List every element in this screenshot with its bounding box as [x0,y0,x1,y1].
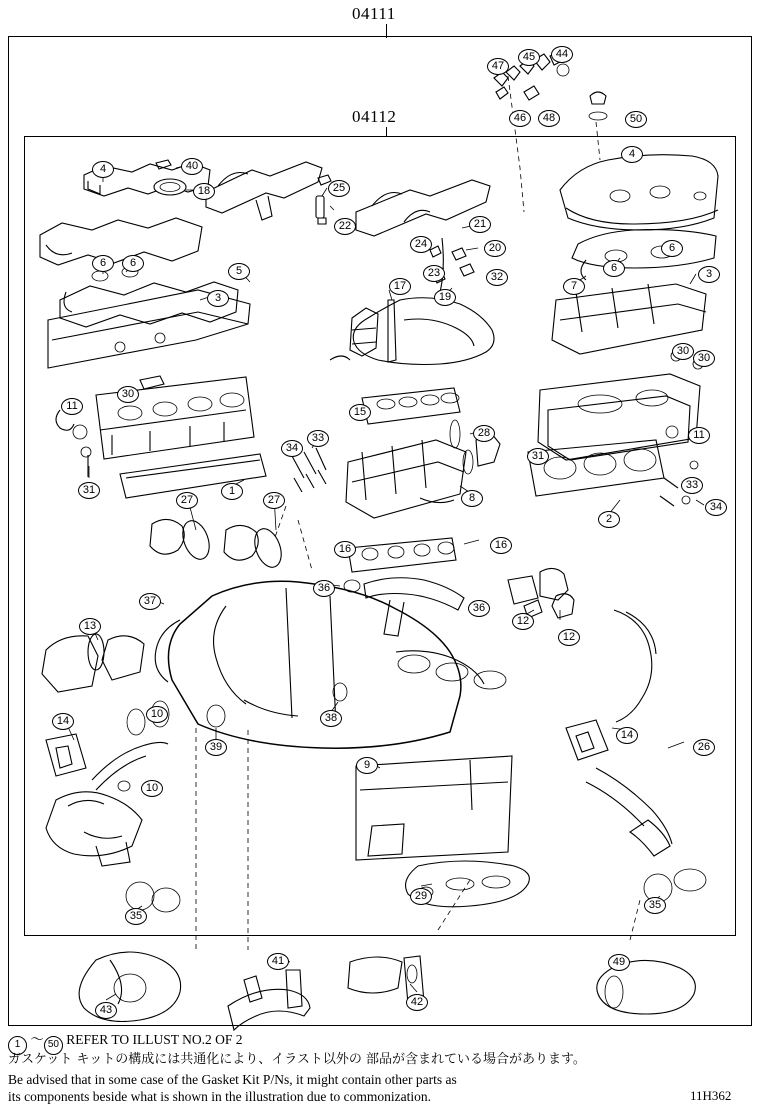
callout-12[interactable]: 12 [558,629,580,646]
callout-26[interactable]: 26 [693,739,715,756]
callout-11[interactable]: 11 [61,398,83,415]
callout-27[interactable]: 27 [263,492,285,509]
callout-21[interactable]: 21 [469,216,491,233]
callout-31[interactable]: 31 [78,482,100,499]
callout-44[interactable]: 44 [551,46,573,63]
callout-33[interactable]: 33 [681,477,703,494]
callout-15[interactable]: 15 [349,404,371,421]
callout-27[interactable]: 27 [176,492,198,509]
callout-35[interactable]: 35 [644,897,666,914]
callout-33[interactable]: 33 [307,430,329,447]
callout-6[interactable]: 6 [122,255,144,272]
callout-range-start: 1 [8,1036,27,1055]
callout-36[interactable]: 36 [313,580,335,597]
callout-34[interactable]: 34 [705,499,727,516]
callout-2[interactable]: 2 [598,511,620,528]
callout-13[interactable]: 13 [79,618,101,635]
callout-31[interactable]: 31 [527,448,549,465]
callout-46[interactable]: 46 [509,110,531,127]
callout-29[interactable]: 29 [410,888,432,905]
part-number-04111: 04111 [352,4,396,23]
callout-42[interactable]: 42 [406,994,428,1011]
callout-23[interactable]: 23 [423,265,445,282]
callout-30[interactable]: 30 [693,350,715,367]
callout-48[interactable]: 48 [538,110,560,127]
callout-4[interactable]: 4 [621,146,643,163]
callout-47[interactable]: 47 [487,58,509,75]
footnote-ref-text: REFER TO ILLUST NO.2 OF 2 [66,1032,243,1047]
callout-43[interactable]: 43 [95,1002,117,1019]
callout-10[interactable]: 10 [146,706,168,723]
callout-30[interactable]: 30 [117,386,139,403]
footnote-tilde: ～ [30,1032,44,1047]
callout-20[interactable]: 20 [484,240,506,257]
callout-10[interactable]: 10 [141,780,163,797]
callout-9[interactable]: 9 [356,757,378,774]
callout-19[interactable]: 19 [434,289,456,306]
callout-3[interactable]: 3 [698,266,720,283]
callout-14[interactable]: 14 [52,713,74,730]
callout-1[interactable]: 1 [221,483,243,500]
callout-49[interactable]: 49 [608,954,630,971]
callout-25[interactable]: 25 [328,180,350,197]
callout-5[interactable]: 5 [228,263,250,280]
callout-7[interactable]: 7 [563,278,585,295]
callout-39[interactable]: 39 [205,739,227,756]
callout-14[interactable]: 14 [616,727,638,744]
callout-32[interactable]: 32 [486,269,508,286]
callout-22[interactable]: 22 [334,218,356,235]
callout-18[interactable]: 18 [193,183,215,200]
footnote-japanese: ガスケット キットの構成には共通化により、イラスト以外の 部品が含まれている場合があります。 [8,1052,586,1067]
footnote-english-line-2: its components beside what is shown in the illustration due to commonization. [8,1089,431,1104]
callout-41[interactable]: 41 [267,953,289,970]
callout-37[interactable]: 37 [139,593,161,610]
callout-6[interactable]: 6 [603,260,625,277]
callout-range-end: 50 [44,1036,63,1055]
callout-4[interactable]: 4 [92,161,114,178]
callout-16[interactable]: 16 [490,537,512,554]
callout-8[interactable]: 8 [461,490,483,507]
callout-50[interactable]: 50 [625,111,647,128]
callout-30[interactable]: 30 [672,343,694,360]
figure-code: 11H362 [690,1088,732,1103]
callout-17[interactable]: 17 [389,278,411,295]
callout-34[interactable]: 34 [281,440,303,457]
callout-11[interactable]: 11 [688,427,710,444]
callout-36[interactable]: 36 [468,600,490,617]
callout-40[interactable]: 40 [181,158,203,175]
callout-6[interactable]: 6 [92,255,114,272]
callout-12[interactable]: 12 [512,613,534,630]
callout-45[interactable]: 45 [518,49,540,66]
callout-16[interactable]: 16 [334,541,356,558]
callout-35[interactable]: 35 [125,908,147,925]
callout-24[interactable]: 24 [410,236,432,253]
callout-28[interactable]: 28 [473,425,495,442]
callout-3[interactable]: 3 [207,290,229,307]
footnote-english-line-1: Be advised that in some case of the Gasket Kit P/Ns, it might contain other parts as [8,1072,457,1087]
part-number-04112: 04112 [352,107,397,126]
callout-6[interactable]: 6 [661,240,683,257]
callout-38[interactable]: 38 [320,710,342,727]
